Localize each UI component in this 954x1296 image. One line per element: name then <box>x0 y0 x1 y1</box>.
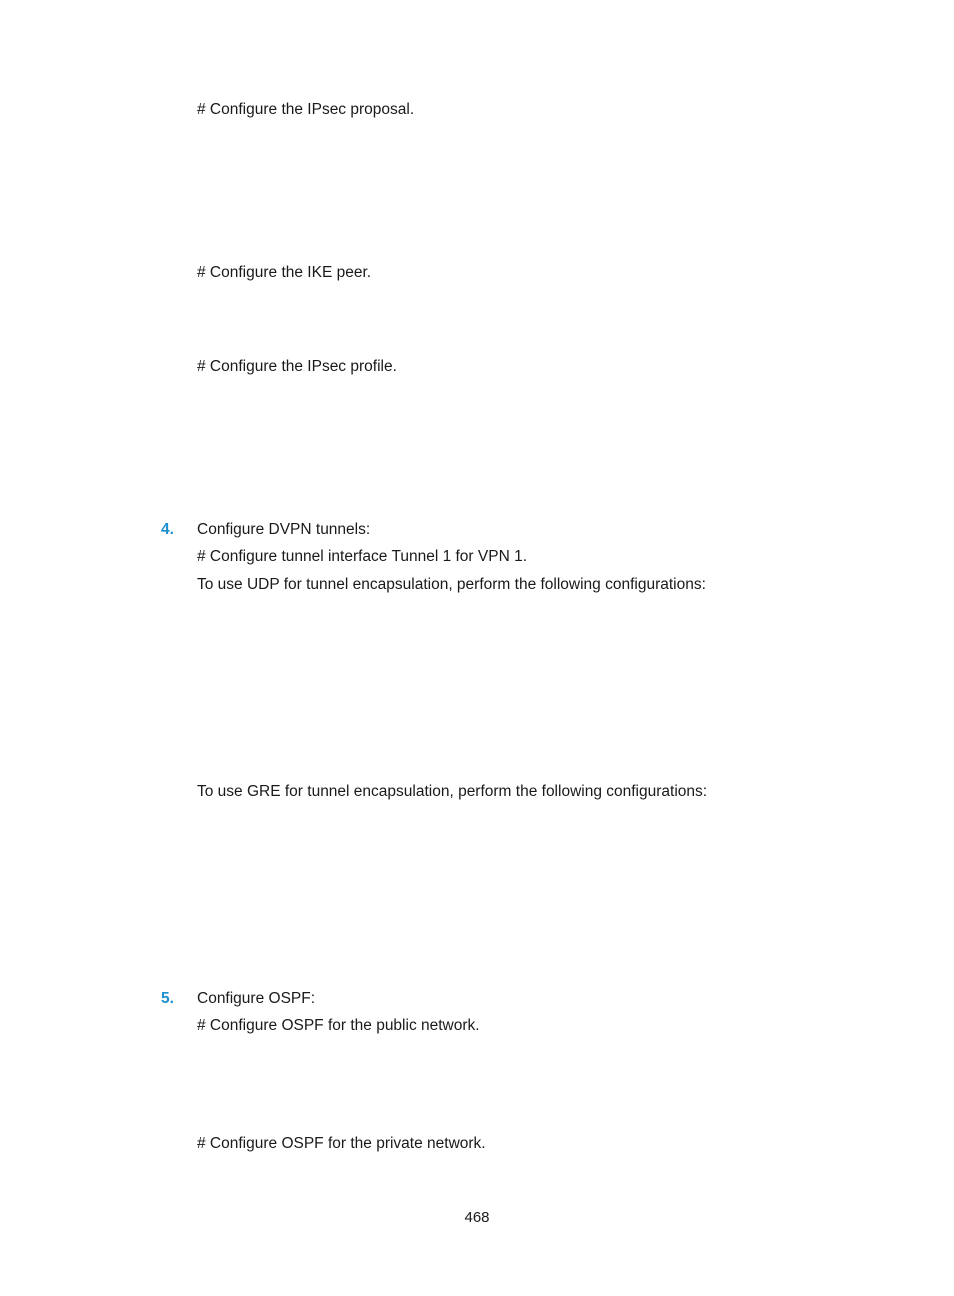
udp-encapsulation-text: To use UDP for tunnel encapsulation, perform the following configurations: <box>197 576 706 593</box>
step-5-title: Configure OSPF: <box>197 990 316 1007</box>
ike-peer-comment: # Configure the IKE peer. <box>197 264 372 281</box>
step-4-number: 4. <box>161 521 174 538</box>
tunnel-interface-comment: # Configure tunnel interface Tunnel 1 for VPN 1. <box>197 548 528 565</box>
ospf-private-comment: # Configure OSPF for the private network. <box>197 1135 486 1152</box>
step-5-number: 5. <box>161 990 174 1007</box>
ipsec-proposal-comment: # Configure the IPsec proposal. <box>197 101 415 118</box>
page-number: 468 <box>464 1209 490 1226</box>
step-4-title: Configure DVPN tunnels: <box>197 521 371 538</box>
ipsec-profile-comment: # Configure the IPsec profile. <box>197 358 397 375</box>
ospf-public-comment: # Configure OSPF for the public network. <box>197 1017 480 1034</box>
gre-encapsulation-text: To use GRE for tunnel encapsulation, perform the following configurations: <box>197 783 708 800</box>
